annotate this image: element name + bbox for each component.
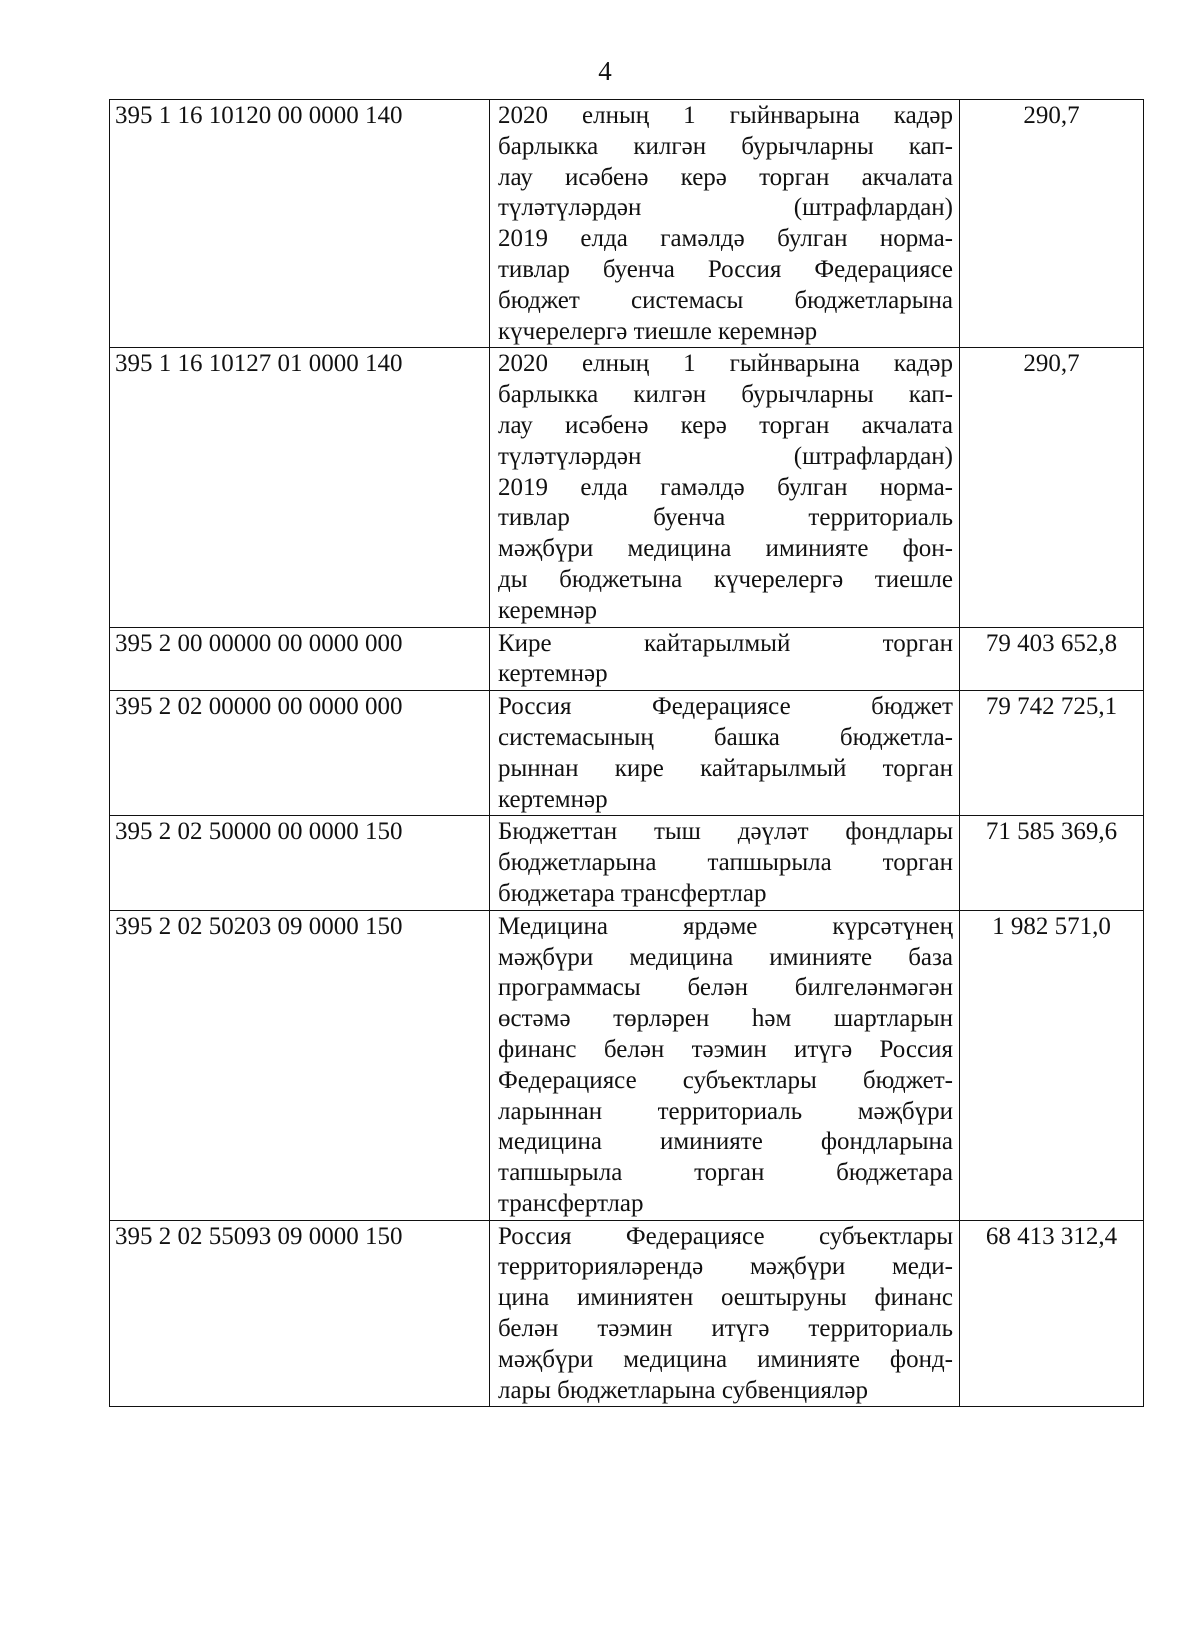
description-line: күчерелергә тиешле керемнәр	[498, 317, 818, 345]
description-line: 2020 елның 1 гыйнварына кадәр	[498, 102, 953, 129]
description-line: 2019 елда гамәлдә булган норма-	[498, 473, 953, 501]
table-row	[110, 691, 1144, 816]
description-line: Кире кайтарылмый торган	[498, 629, 953, 657]
table-row	[110, 816, 1144, 910]
description-line: лау исәбенә керә торган акчалата	[498, 163, 953, 191]
budget-code-cell: 395 2 02 50000 00 0000 150	[110, 816, 490, 910]
amount-cell: 68 413 312,4	[960, 1220, 1144, 1407]
table-body	[110, 100, 1144, 1407]
description-line: финанс белән тәэмин итүгә Россия	[498, 1035, 953, 1063]
table-row	[110, 910, 1144, 1220]
description-line: өстәмә төрләрен һәм шартларын	[498, 1005, 953, 1033]
description-line: белән тәэмин итүгә территориаль	[498, 1315, 953, 1343]
description-line: 2020 елның 1 гыйнварына кадәр	[498, 350, 953, 378]
description-line: барлыкка килгән бурычларны кап-	[498, 381, 953, 409]
budget-code-cell: 395 2 00 00000 00 0000 000	[110, 627, 490, 691]
amount-cell: 79 742 725,1	[960, 691, 1144, 816]
amount-cell: 290,7	[960, 348, 1144, 627]
description-line: территорияләрендә мәҗбүри меди-	[498, 1253, 953, 1281]
description-cell	[490, 691, 960, 816]
description-line: бюджетара трансфертлар	[498, 879, 767, 907]
description-cell	[490, 816, 960, 910]
description-line: тапшырыла торган бюджетара	[498, 1159, 953, 1187]
description-line: медицина иминияте фондларына	[498, 1128, 953, 1156]
description-cell	[490, 348, 960, 627]
description-line: рыннан кире кайтарылмый торган	[498, 754, 953, 782]
description-line: ды бюджетына күчерелергә тиешле	[498, 565, 953, 593]
description-cell	[490, 627, 960, 691]
description-line: бюджетларына тапшырыла торган	[498, 849, 953, 877]
budget-code-cell: 395 1 16 10120 00 0000 140	[110, 100, 490, 348]
description-line: Бюджеттан тыш дәүләт фондлары	[498, 818, 953, 846]
description-line: мәҗбүри медицина иминияте фонд-	[498, 1345, 953, 1373]
table-row	[110, 1220, 1144, 1407]
description-line: мәҗбүри медицина иминияте база	[498, 943, 953, 971]
table-row	[110, 627, 1144, 691]
description-cell	[490, 100, 960, 348]
table-row	[110, 100, 1144, 348]
page-number: 4	[598, 56, 612, 86]
description-line: түләтүләрдән (штрафлардан)	[498, 442, 953, 470]
amount-cell: 79 403 652,8	[960, 627, 1144, 691]
description-line: ларыннан территориаль мәҗбүри	[498, 1097, 953, 1125]
description-line: тивлар буенча Россия Федерациясе	[498, 255, 953, 283]
description-line: Россия Федерациясе субъектлары	[498, 1222, 953, 1250]
budget-code-cell: 395 1 16 10127 01 0000 140	[110, 348, 490, 627]
description-line: лары бюджетларына субвенцияләр	[498, 1376, 869, 1404]
description-line: программасы белән билгеләнмәгән	[498, 974, 953, 1002]
description-line: системасының башка бюджетла-	[498, 723, 953, 751]
description-line: Россия Федерациясе бюджет	[498, 693, 953, 721]
amount-cell: 71 585 369,6	[960, 816, 1144, 910]
description-line: Федерациясе субъектлары бюджет-	[498, 1066, 953, 1094]
description-line: трансфертлар	[498, 1189, 644, 1217]
table-row	[110, 348, 1144, 627]
description-line: барлыкка килгән бурычларны кап-	[498, 132, 953, 160]
budget-code-cell: 395 2 02 55093 09 0000 150	[110, 1220, 490, 1407]
amount-cell: 290,7	[960, 100, 1144, 348]
description-line: кертемнәр	[498, 660, 608, 688]
description-line: тивлар буенча территориаль	[498, 504, 953, 532]
description-line: лау исәбенә керә торган акчалата	[498, 411, 953, 439]
description-line: керемнәр	[498, 596, 598, 624]
description-line: цина иминиятен оештыруны финанс	[498, 1284, 953, 1312]
amount-cell: 1 982 571,0	[960, 910, 1144, 1220]
budget-code-cell: 395 2 02 00000 00 0000 000	[110, 691, 490, 816]
budget-table	[109, 99, 1144, 1407]
description-line: Медицина ярдәме күрсәтүнең	[498, 912, 953, 940]
description-cell	[490, 910, 960, 1220]
description-line: бюджет системасы бюджетларына	[498, 286, 953, 314]
description-cell	[490, 1220, 960, 1407]
description-line: 2019 елда гамәлдә булган норма-	[498, 225, 953, 253]
description-line: түләтүләрдән (штрафлардан)	[498, 194, 953, 222]
description-line: кертемнәр	[498, 785, 608, 813]
budget-code-cell: 395 2 02 50203 09 0000 150	[110, 910, 490, 1220]
description-line: мәҗбүри медицина иминияте фон-	[498, 535, 953, 563]
